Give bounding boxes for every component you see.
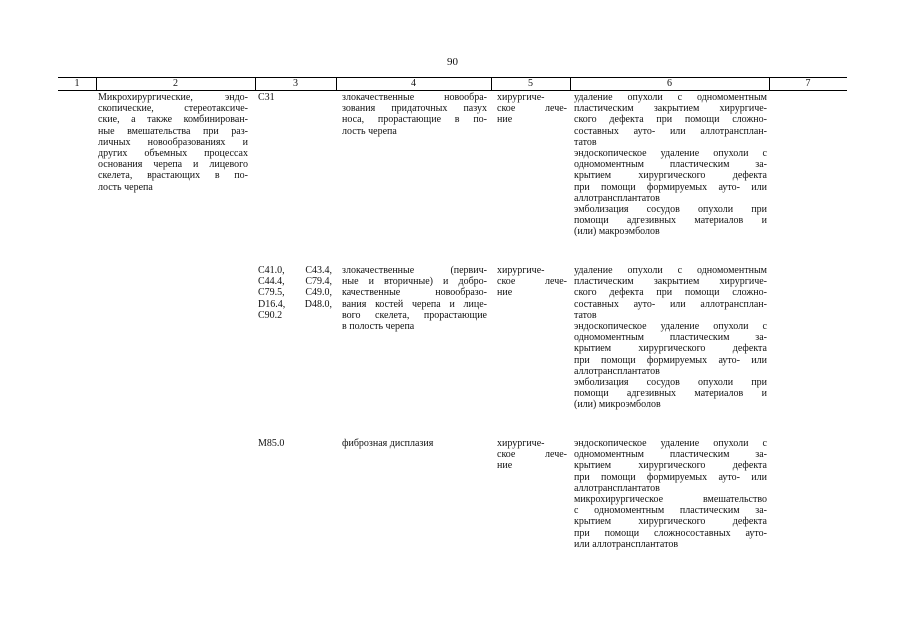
text-line: крытием хирургического дефекта [574, 460, 767, 472]
text-line: ные и вторичные) и добро- [342, 276, 487, 288]
text-line: ние [497, 287, 513, 299]
procedure-group-text [98, 92, 248, 193]
text-line: ское лече- [497, 103, 567, 115]
text-line: с одномоментным пластическим за- [574, 505, 767, 517]
col-header-5: 5 [528, 78, 533, 89]
text-line: ние [497, 460, 513, 472]
text-line: вого скелета, прорастающие [342, 309, 487, 321]
text-line: ское лече- [497, 276, 567, 288]
text-line: составных ауто- или аллотрансплан- [574, 298, 767, 310]
text-line: аллотрансплантатов [574, 192, 660, 204]
text-line: помощи адгезивных материалов и [574, 388, 767, 400]
text-line: эндоскопическое удаление опухоли с [574, 438, 767, 449]
col-divider [255, 77, 256, 90]
text-line: злокачественные (первич- [342, 265, 487, 276]
text-line: крытием хирургического дефекта [574, 170, 767, 182]
text-line: носа, прорастающие в по- [342, 114, 487, 126]
text-line: аллотрансплантатов [574, 482, 660, 494]
text-line: ние [497, 114, 513, 126]
treatment-type [497, 438, 567, 472]
icd-codes [258, 438, 284, 449]
text-line: ные вмешательства при раз- [98, 125, 248, 137]
text-line: ские, а также комбинирован- [98, 114, 248, 126]
treatment-type [497, 265, 567, 299]
col-divider [769, 77, 770, 90]
text-line: качественные новообразо- [342, 287, 487, 299]
text-line: микрохирургическое вмешательство [574, 494, 767, 506]
text-line: удаление опухоли с одномоментным [574, 265, 767, 276]
text-line: татов [574, 309, 597, 321]
col-divider [336, 77, 337, 90]
diagnosis-text [342, 92, 487, 137]
text-line: одномоментным пластическим за- [574, 332, 767, 344]
text-line: ское лече- [497, 449, 567, 461]
text-line: при помощи формируемых ауто- или [574, 354, 767, 366]
diagnosis-text [342, 265, 487, 332]
text-line: Микрохирургические, эндо- [98, 92, 248, 103]
text-line: (или) микроэмболов [574, 399, 661, 411]
treatment-methods [574, 92, 767, 238]
text-line: пластическим закрытием хирургиче- [574, 103, 767, 115]
text-line: хирургиче- [497, 265, 545, 276]
col-divider [570, 77, 571, 90]
text-line: при помощи формируемых ауто- или [574, 471, 767, 483]
text-line: составных ауто- или аллотрансплан- [574, 125, 767, 137]
text-line: лость черепа [342, 125, 397, 137]
text-line: ского дефекта при помощи сложно- [574, 287, 767, 299]
code-line: C90.2 [258, 309, 283, 321]
col-header-4: 4 [411, 78, 416, 89]
text-line: при помощи формируемых ауто- или [574, 181, 767, 193]
code-line: M85.0 [258, 438, 285, 449]
text-line: личных новообразованиях и [98, 136, 248, 148]
text-line: хирургиче- [497, 92, 545, 103]
col-header-1: 1 [74, 78, 80, 89]
text-line: основания черепа и лицевого [98, 159, 248, 171]
code-line: D16.4, D48.0, [258, 298, 332, 310]
text-line: в полость черепа [342, 321, 415, 333]
col-header-7: 7 [805, 78, 811, 89]
treatment-methods [574, 438, 767, 550]
page-number: 90 [447, 56, 458, 68]
text-line: зования придаточных пазух [342, 103, 487, 115]
icd-codes [258, 92, 275, 103]
text-line: удаление опухоли с одномоментным [574, 92, 767, 103]
text-line: ского дефекта при помощи сложно- [574, 114, 767, 126]
text-line: вания костей черепа и лице- [342, 298, 487, 310]
text-line: эндоскопическое удаление опухоли с [574, 321, 767, 333]
text-line: других объемных процессах [98, 148, 248, 160]
text-line: при помощи сложносоставных ауто- [574, 527, 767, 539]
text-line: помощи адгезивных материалов и [574, 215, 767, 227]
text-line: хирургиче- [497, 438, 545, 449]
code-line: C79.5, C49.0, [258, 287, 332, 299]
text-line: одномоментным пластическим за- [574, 159, 767, 171]
text-line: одномоментным пластическим за- [574, 449, 767, 461]
treatment-type [497, 92, 567, 126]
col-header-6: 6 [667, 78, 672, 89]
diagnosis-text [342, 438, 433, 449]
text-line: скелета, врастающих в по- [98, 170, 248, 182]
treatment-methods [574, 265, 767, 411]
code-line: C44.4, C79.4, [258, 276, 332, 288]
text-line: фиброзная дисплазия [342, 438, 434, 449]
table-header [58, 77, 847, 91]
text-line: эмболизация сосудов опухоли при [574, 377, 767, 389]
text-line: (или) макроэмболов [574, 226, 660, 238]
text-line: или аллотрансплантатов [574, 538, 679, 550]
text-line: скопические, стереотаксиче- [98, 103, 248, 115]
text-line: злокачественные новообра- [342, 92, 487, 103]
col-header-2: 2 [173, 78, 178, 89]
text-line: эндоскопическое удаление опухоли с [574, 148, 767, 160]
text-line: аллотрансплантатов [574, 365, 660, 377]
code-line: C41.0, C43.4, [258, 265, 332, 276]
text-line: эмболизация сосудов опухоли при [574, 204, 767, 216]
col-header-3: 3 [293, 78, 298, 89]
icd-codes [258, 265, 332, 321]
text-line: крытием хирургического дефекта [574, 343, 767, 355]
text-line: татов [574, 136, 597, 148]
text-line: пластическим закрытием хирургиче- [574, 276, 767, 288]
code-line: C31 [258, 92, 275, 103]
text-line: лость черепа [98, 181, 153, 193]
col-divider [96, 77, 97, 90]
col-divider [491, 77, 492, 90]
text-line: крытием хирургического дефекта [574, 516, 767, 528]
